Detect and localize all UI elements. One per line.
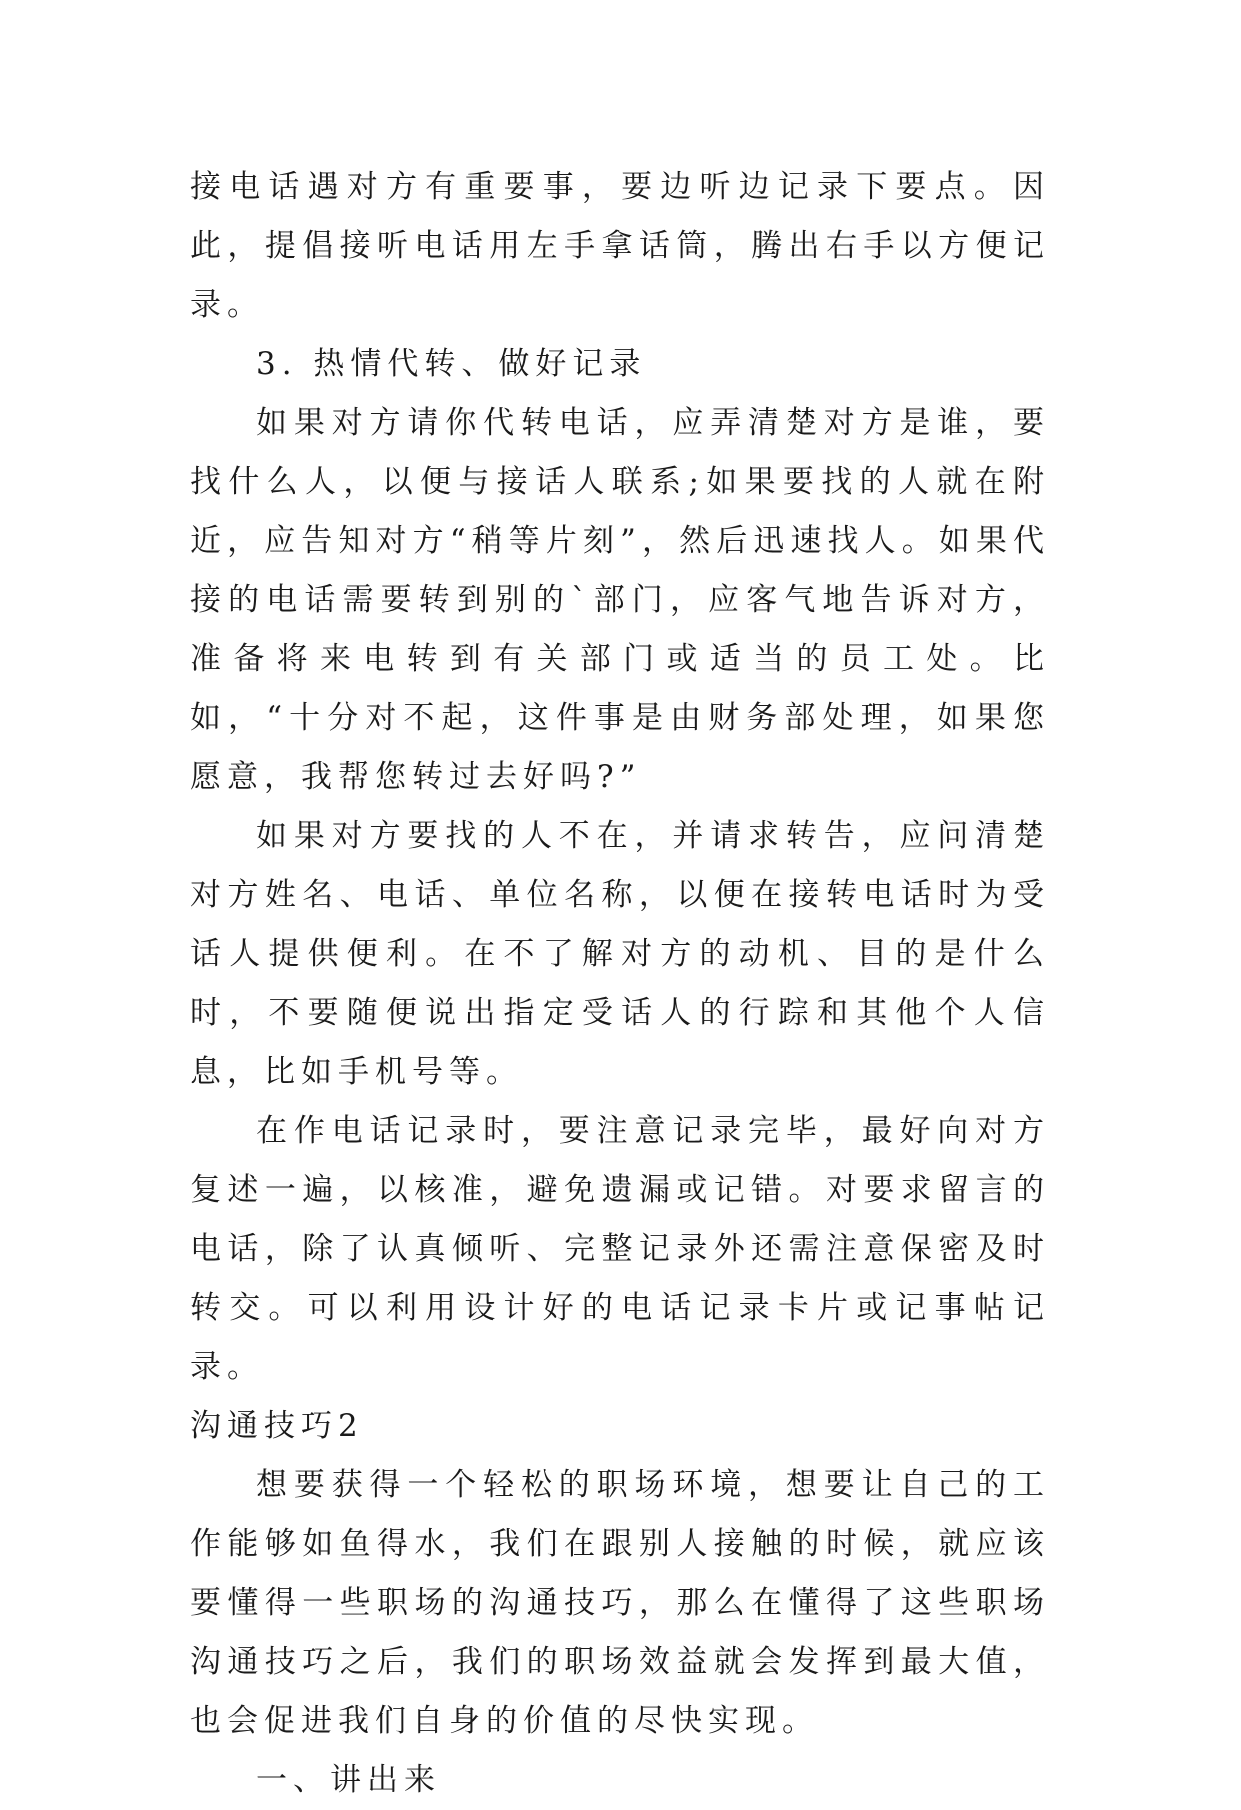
subheading-speak-out: 一、讲出来 — [256, 1762, 441, 1798]
document-body — [190, 158, 1050, 1810]
section-heading-transfer-calls: 3. 热情代转、做好记录 — [256, 346, 647, 382]
paragraph-workplace-communication: 想要获得一个轻松的职场环境，想要让自己的工作能够如鱼得水，我们在跟别人接触的时候，就应该要懂得一些职场的沟通技巧，那么在懂得了这些职场沟通技巧之后，我们的职场效益就会发挥到最大值，也会促进我们自身的价值的尽快实现。 — [190, 1467, 1050, 1739]
paragraph-transfer-calls: 如果对方请你代转电话，应弄清楚对方是谁，要找什么人，以便与接话人联系;如果要找的人就在附近，应告知对方“稍等片刻”，然后迅速找人。如果代接的电话需要转到别的`部门，应客气地告诉对方，准备将来电转到有关部门或适当的员工处。比如，“十分对不起，这件事是由财务部处理，如果您愿意，我帮您转过去好吗?” — [190, 405, 1050, 795]
paragraph-absent-recipient: 如果对方要找的人不在，并请求转告，应问清楚对方姓名、电话、单位名称，以便在接转电话时为受话人提供便利。在不了解对方的动机、目的是什么时，不要随便说出指定受话人的行踪和其他个人信息，比如手机号等。 — [190, 818, 1050, 1090]
paragraph-phone-notes: 在作电话记录时，要注意记录完毕，最好向对方复述一遍，以核准，避免遗漏或记错。对要求留言的电话，除了认真倾听、完整记录外还需注意保密及时转交。可以利用设计好的电话记录卡片或记事帖记录。 — [190, 1113, 1050, 1385]
section-title-communication-skills-2: 沟通技巧2 — [190, 1408, 364, 1444]
paragraph-phone-recording: 接电话遇对方有重要事，要边听边记录下要点。因此，提倡接听电话用左手拿话筒，腾出右手以方便记录。 — [190, 169, 1050, 323]
